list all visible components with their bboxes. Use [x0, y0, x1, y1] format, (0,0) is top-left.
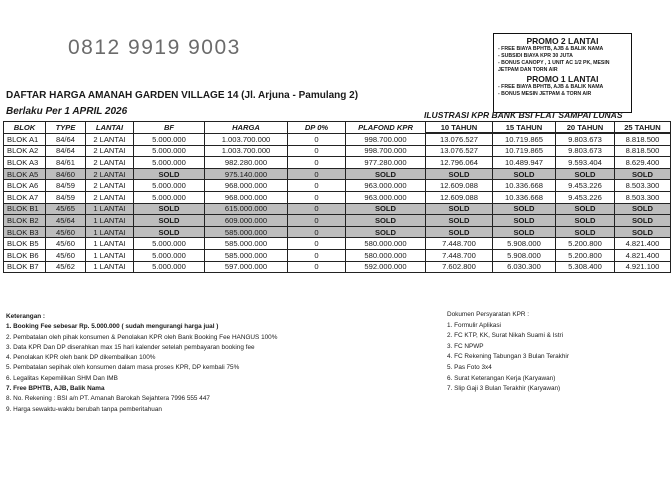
header-plafond: PLAFOND KPR — [346, 122, 426, 134]
tenor-20-cell: 5.308.400 — [556, 261, 615, 273]
tenor-20-cell: 9.803.673 — [556, 145, 615, 157]
note-item: 1. Booking Fee sebesar Rp. 5.000.000 ( sudah mengurangi harga jual ) — [6, 323, 219, 331]
lantai-cell: 1 LANTAI — [86, 215, 134, 227]
price-table — [3, 121, 671, 273]
promo-1-title: PROMO 1 LANTAI — [526, 74, 599, 84]
tenor-20-cell: 9.453.226 — [556, 191, 615, 203]
note-item: 9. Harga sewaktu-waktu berubah tanpa pemberitahuan — [6, 405, 162, 413]
lantai-cell: 2 LANTAI — [86, 168, 134, 180]
plafond-cell: 977.280.000 — [346, 157, 426, 169]
header-15-tahun: 15 TAHUN — [493, 122, 556, 133]
table-row — [4, 238, 671, 250]
promo-1-line: - FREE BIAYA BPHTB, AJB & BALIK NAMA — [498, 84, 604, 90]
header-dp: DP 0% — [288, 122, 346, 134]
harga-cell: 585.000.000 — [205, 249, 288, 261]
dp-cell: 0 — [288, 157, 346, 169]
promo-2-line: - FREE BIAYA BPHTB, AJB & BALIK NAMA — [498, 46, 604, 52]
tenor-10-cell: 7.602.800 — [426, 261, 493, 273]
tenor-15-cell: 6.030.300 — [493, 261, 556, 273]
documents-heading: Dokumen Persyaratan KPR : — [447, 311, 530, 318]
tenor-20-cell: SOLD — [556, 203, 615, 215]
type-cell: 45/60 — [46, 226, 86, 238]
tenor-20-cell: 9.453.226 — [556, 180, 615, 192]
plafond-cell: 580.000.000 — [346, 249, 426, 261]
type-cell: 84/59 — [46, 180, 86, 192]
bf-cell: SOLD — [134, 203, 205, 215]
type-cell: 84/59 — [46, 191, 86, 203]
bf-cell: 5.000.000 — [134, 180, 205, 192]
tenor-25-cell: SOLD — [615, 168, 671, 180]
promo-2-title: PROMO 2 LANTAI — [526, 36, 599, 46]
tenor-20-cell: SOLD — [556, 168, 615, 180]
tenor-25-cell: 4.821.400 — [615, 249, 671, 261]
type-cell: 45/60 — [46, 238, 86, 250]
note-item: 8. No. Rekening : BSI a/n PT. Amanah Barokah Sejahtera 7996 555 447 — [6, 395, 210, 403]
bf-cell: 5.000.000 — [134, 238, 205, 250]
note-item: 5. Pembatalan sepihak oleh konsumen dalam masa proses KPR, DP kembali 75% — [6, 364, 240, 372]
header-20-tahun: 20 TAHUN — [556, 122, 615, 133]
plafond-cell: 963.000.000 — [346, 191, 426, 203]
kpr-documents-section — [447, 310, 569, 395]
table-row — [4, 261, 671, 273]
promo-1-line: - BONUS MESIN JETPAM & TORN AIR — [498, 91, 592, 97]
document-item: 1. Formulir Aplikasi — [447, 321, 501, 329]
tenor-20-cell: 9.803.673 — [556, 134, 615, 146]
tenor-15-cell: 10.336.668 — [493, 180, 556, 192]
header-type: TYPE — [46, 122, 86, 134]
dp-cell: 0 — [288, 180, 346, 192]
lantai-cell: 2 LANTAI — [86, 145, 134, 157]
tenor-20-cell: SOLD — [556, 226, 615, 238]
tenor-25-cell: 4.821.400 — [615, 238, 671, 250]
document-item: 6. Surat Keterangan Kerja (Karyawan) — [447, 374, 556, 382]
table-row — [4, 134, 671, 146]
tenor-15-cell: SOLD — [493, 168, 556, 180]
note-item: 4. Penolakan KPR oleh bank DP dikembalikan 100% — [6, 354, 156, 362]
dp-cell: 0 — [288, 203, 346, 215]
tenor-25-cell: 8.503.300 — [615, 180, 671, 192]
tenor-10-cell: 13.076.527 — [426, 134, 493, 146]
bf-cell: 5.000.000 — [134, 261, 205, 273]
bf-cell: SOLD — [134, 226, 205, 238]
tenor-15-cell: 5.908.000 — [493, 238, 556, 250]
harga-cell: 968.000.000 — [205, 180, 288, 192]
table-row — [4, 168, 671, 180]
document-item: 2. FC KTP, KK, Surat Nikah Suami & Istri — [447, 332, 564, 340]
tenor-10-cell: 12.609.088 — [426, 180, 493, 192]
tenor-10-cell: 13.076.527 — [426, 145, 493, 157]
dp-cell: 0 — [288, 215, 346, 227]
type-cell: 45/64 — [46, 215, 86, 227]
type-cell: 45/60 — [46, 249, 86, 261]
notes-section — [6, 312, 277, 415]
blok-cell: BLOK A1 — [4, 134, 46, 146]
tenor-10-cell: SOLD — [426, 215, 493, 227]
blok-cell: BLOK B5 — [4, 238, 46, 250]
type-cell: 84/64 — [46, 134, 86, 146]
header-blok: BLOK — [4, 122, 46, 134]
blok-cell: BLOK B1 — [4, 203, 46, 215]
dp-cell: 0 — [288, 191, 346, 203]
type-cell: 84/64 — [46, 145, 86, 157]
harga-cell: 615.000.000 — [205, 203, 288, 215]
bf-cell: 5.000.000 — [134, 191, 205, 203]
lantai-cell: 1 LANTAI — [86, 261, 134, 273]
harga-cell: 982.280.000 — [205, 157, 288, 169]
header-10-tahun: 10 TAHUN — [426, 122, 493, 133]
header-bf: BF — [134, 122, 205, 134]
tenor-20-cell: SOLD — [556, 215, 615, 227]
tenor-25-cell: SOLD — [615, 203, 671, 215]
dp-cell: 0 — [288, 238, 346, 250]
dp-cell: 0 — [288, 168, 346, 180]
blok-cell: BLOK A6 — [4, 180, 46, 192]
phone-number: 0812 9919 9003 — [68, 36, 241, 59]
tenor-25-cell: 8.503.300 — [615, 191, 671, 203]
effective-date: Berlaku Per 1 APRIL 2026 — [6, 106, 128, 117]
harga-cell: 1.003.700.000 — [205, 134, 288, 146]
tenor-20-cell: 5.200.800 — [556, 249, 615, 261]
header-harga: HARGA — [205, 122, 288, 134]
tenor-10-cell: 7.448.700 — [426, 238, 493, 250]
table-row — [4, 226, 671, 238]
plafond-cell: SOLD — [346, 168, 426, 180]
tenor-25-cell: 8.818.500 — [615, 134, 671, 146]
note-item: 2. Pembatalan oleh pihak konsumen & Penolakan KPR oleh Bank Booking Fee HANGUS 100% — [6, 333, 278, 341]
blok-cell: BLOK A5 — [4, 168, 46, 180]
table-row — [4, 180, 671, 192]
lantai-cell: 2 LANTAI — [86, 157, 134, 169]
kpr-illustration-title: ILUSTRASI KPR BANK BSI FLAT SAMPAI LUNAS — [424, 110, 623, 120]
blok-cell: BLOK A2 — [4, 145, 46, 157]
bf-cell: 5.000.000 — [134, 134, 205, 146]
document-item: 5. Pas Foto 3x4 — [447, 363, 492, 371]
header-lantai: LANTAI — [86, 122, 134, 134]
lantai-cell: 1 LANTAI — [86, 203, 134, 215]
document-item: 3. FC NPWP — [447, 342, 484, 350]
plafond-cell: 580.000.000 — [346, 238, 426, 250]
note-item: 3. Data KPR Dan DP diserahkan max 15 hari kalender setelah pembayaran booking fee — [6, 343, 255, 351]
type-cell: 84/61 — [46, 157, 86, 169]
tenor-25-cell: 8.629.400 — [615, 157, 671, 169]
dp-cell: 0 — [288, 145, 346, 157]
tenor-25-cell: SOLD — [615, 215, 671, 227]
tenor-15-cell: SOLD — [493, 215, 556, 227]
tenor-20-cell: 9.593.404 — [556, 157, 615, 169]
tenor-15-cell: 10.336.668 — [493, 191, 556, 203]
dp-cell: 0 — [288, 226, 346, 238]
note-item: 6. Legalitas Kepemilikan SHM Dan IMB — [6, 374, 118, 382]
lantai-cell: 1 LANTAI — [86, 226, 134, 238]
tenor-15-cell: 10.719.865 — [493, 145, 556, 157]
plafond-cell: 998.700.000 — [346, 134, 426, 146]
blok-cell: BLOK B6 — [4, 249, 46, 261]
document-item: 4. FC Rekening Tabungan 3 Bulan Terakhir — [447, 353, 569, 361]
plafond-cell: SOLD — [346, 203, 426, 215]
bf-cell: 5.000.000 — [134, 157, 205, 169]
tenor-25-cell: 4.921.100 — [615, 261, 671, 273]
promo-box — [493, 33, 632, 113]
tenor-10-cell: 12.609.088 — [426, 191, 493, 203]
table-row — [4, 145, 671, 157]
promo-2-line: - BONUS CANOPY , 1 UNIT AC 1/2 PK, MESIN — [498, 60, 610, 66]
plafond-cell: 963.000.000 — [346, 180, 426, 192]
document-item: 7. Slip Gaji 3 Bulan Terakhir (Karyawan) — [447, 385, 561, 393]
bf-cell: 5.000.000 — [134, 145, 205, 157]
tenor-15-cell: SOLD — [493, 226, 556, 238]
tenor-10-cell: SOLD — [426, 203, 493, 215]
table-row — [4, 215, 671, 227]
bf-cell: 5.000.000 — [134, 249, 205, 261]
table-row — [4, 249, 671, 261]
tenor-10-cell: SOLD — [426, 226, 493, 238]
tenor-25-cell: 8.818.500 — [615, 145, 671, 157]
blok-cell: BLOK B3 — [4, 226, 46, 238]
plafond-cell: 998.700.000 — [346, 145, 426, 157]
harga-cell: 585.000.000 — [205, 238, 288, 250]
lantai-cell: 2 LANTAI — [86, 180, 134, 192]
dp-cell: 0 — [288, 134, 346, 146]
lantai-cell: 2 LANTAI — [86, 134, 134, 146]
tenor-15-cell: SOLD — [493, 203, 556, 215]
tenor-15-cell: 10.719.865 — [493, 134, 556, 146]
promo-2-line: - SUBSIDI BIAYA KPR 30 JUTA — [498, 53, 573, 59]
price-list-title: DAFTAR HARGA AMANAH GARDEN VILLAGE 14 (Jl. Arjuna - Pamulang 2) — [6, 90, 359, 101]
tenor-10-cell: 7.448.700 — [426, 249, 493, 261]
dp-cell: 0 — [288, 261, 346, 273]
table-row — [4, 203, 671, 215]
blok-cell: BLOK B7 — [4, 261, 46, 273]
blok-cell: BLOK B2 — [4, 215, 46, 227]
tenor-15-cell: 5.908.000 — [493, 249, 556, 261]
tenor-25-cell: SOLD — [615, 226, 671, 238]
type-cell: 45/62 — [46, 261, 86, 273]
harga-cell: 597.000.000 — [205, 261, 288, 273]
dp-cell: 0 — [288, 249, 346, 261]
plafond-cell: 592.000.000 — [346, 261, 426, 273]
harga-cell: 968.000.000 — [205, 191, 288, 203]
promo-2-line: JETPAM DAN TORN AIR — [498, 67, 558, 73]
lantai-cell: 1 LANTAI — [86, 249, 134, 261]
header-25-tahun: 25 TAHUN — [615, 122, 671, 133]
tenor-10-cell: SOLD — [426, 168, 493, 180]
bf-cell: SOLD — [134, 215, 205, 227]
lantai-cell: 2 LANTAI — [86, 191, 134, 203]
tenor-10-cell: 12.796.064 — [426, 157, 493, 169]
lantai-cell: 1 LANTAI — [86, 238, 134, 250]
plafond-cell: SOLD — [346, 226, 426, 238]
blok-cell: BLOK A7 — [4, 191, 46, 203]
tenor-20-cell: 5.200.800 — [556, 238, 615, 250]
plafond-cell: SOLD — [346, 215, 426, 227]
blok-cell: BLOK A3 — [4, 157, 46, 169]
bf-cell: SOLD — [134, 168, 205, 180]
harga-cell: 975.140.000 — [205, 168, 288, 180]
tenor-15-cell: 10.489.947 — [493, 157, 556, 169]
notes-heading: Keterangan : — [6, 313, 46, 320]
note-item: 7. Free BPHTB, AJB, Balik Nama — [6, 385, 105, 393]
harga-cell: 609.000.000 — [205, 215, 288, 227]
type-cell: 84/60 — [46, 168, 86, 180]
harga-cell: 1.003.700.000 — [205, 145, 288, 157]
table-row — [4, 191, 671, 203]
harga-cell: 585.000.000 — [205, 226, 288, 238]
table-row — [4, 157, 671, 169]
type-cell: 45/65 — [46, 203, 86, 215]
